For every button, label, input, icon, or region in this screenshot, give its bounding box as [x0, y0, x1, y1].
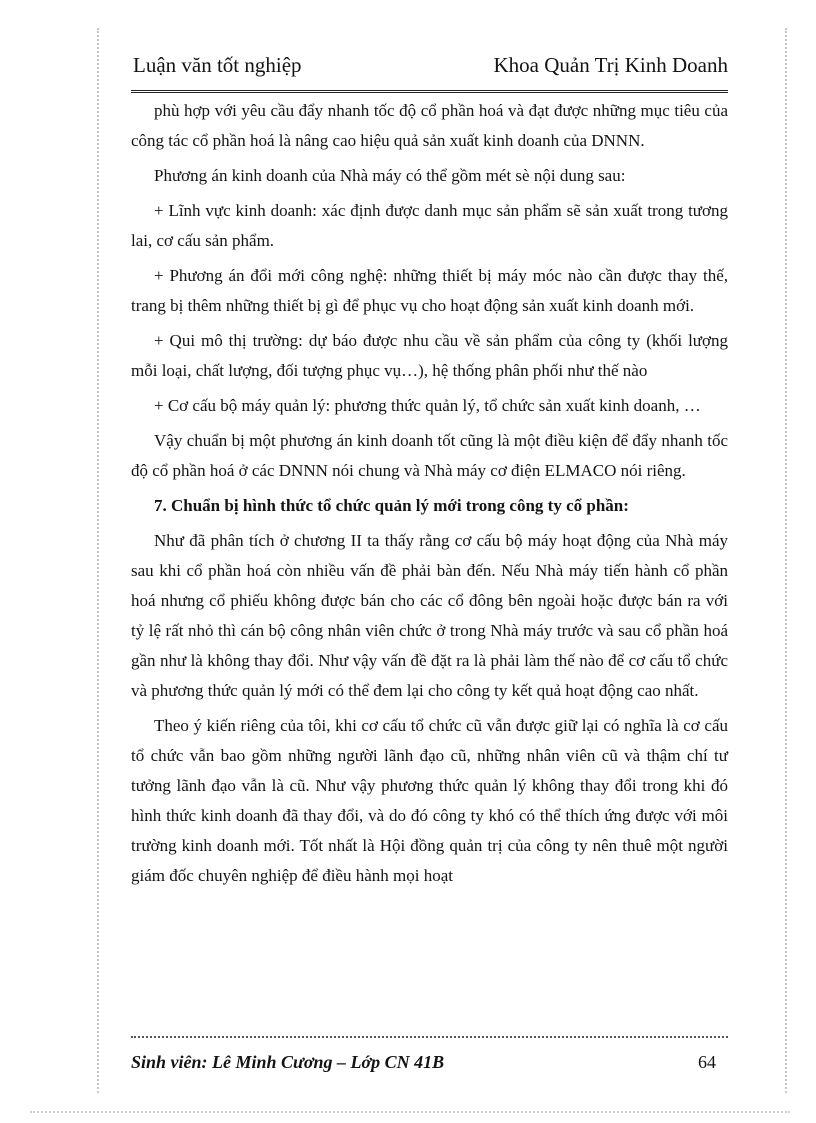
- section-heading-7: 7. Chuẩn bị hình thức tổ chức quản lý mới trong công ty cổ phần:: [154, 496, 629, 515]
- paragraph-opinion: Theo ý kiến riêng của tôi, khi cơ cấu tổ chức cũ vẫn được giữ lại có nghĩa là cơ cấu tổ chức vẫn bao gồm những người lãnh đạo cũ, những nhân viên cũ và thậm chí tư tưởng lãnh đạo vẫn là cũ. Như vậy phương thức quản lý không thay đổi trong khi đó hình thức kinh doanh đã thay đổi, và do đó công ty khó có thể thích ứng được với môi trường kinh doanh mới. Tốt nhất là Hội đồng quản trị của công ty nên thuê một người giám đốc chuyên nghiệp để điều hành mọi hoạt: [131, 716, 728, 885]
- paragraph-conclusion: Vậy chuẩn bị một phương án kinh doanh tốt cũng là một điều kiện để đẩy nhanh tốc độ cổ phần hoá ở các DNNN nói chung và Nhà máy cơ điện ELMACO nói riêng.: [131, 431, 728, 480]
- paragraph-continuation: phù hợp với yêu cầu đẩy nhanh tốc độ cổ phần hoá và đạt được những mục tiêu của công tác cổ phần hoá là nâng cao hiệu quả sản xuất kinh doanh của DNNN.: [131, 101, 728, 150]
- list-item-market-scale: + Qui mô thị trường: dự báo được nhu cầu về sản phẩm của công ty (khối lượng mỗi loại, chất lượng, đối tượng phục vụ…), hệ thống phân phối như thế nào: [131, 331, 728, 380]
- document-body: [131, 96, 728, 896]
- footer-divider: [131, 1036, 728, 1038]
- paragraph-analysis: Như đã phân tích ở chương II ta thấy rằng cơ cấu bộ máy hoạt động của Nhà máy sau khi cổ phần hoá còn nhiều vấn đề phải bàn đến. Nếu Nhà máy tiến hành cổ phần hoá nhưng cổ phiếu không được bán cho các cổ đông bên ngoài hoặc được bán ra với tỷ lệ rất nhỏ thì cán bộ công nhân viên chức ở trong Nhà máy trước và sau cổ phần hoá gần như là không thay đổi. Như vậy vấn đề đặt ra là phải làm thế nào để cơ cấu tổ chức và phương thức quản lý mới có thể đem lại cho công ty kết quả hoạt động cao nhất.: [131, 531, 728, 700]
- bottom-border: [30, 1111, 790, 1113]
- list-item-management-structure: + Cơ cấu bộ máy quản lý: phương thức quản lý, tổ chức sản xuất kinh doanh, …: [154, 396, 701, 415]
- paragraph-plan-intro: Phương án kinh doanh của Nhà máy có thể gồm mét sè nội dung sau:: [154, 166, 626, 185]
- header-thesis-title: Luận văn tốt nghiệp: [133, 53, 302, 77]
- footer-student: Sinh viên: Lê Minh Cương – Lớp CN 41B: [131, 1052, 445, 1072]
- page-header: [131, 50, 728, 93]
- page-number: 64: [698, 1052, 716, 1072]
- header-faculty: Khoa Quản Trị Kinh Doanh: [493, 53, 728, 77]
- list-item-technology: + Phương án đổi mới công nghệ: những thiết bị máy móc nào cần được thay thế, trang bị thêm những thiết bị gì để phục vụ cho hoạt động sản xuất kinh doanh mới.: [131, 266, 728, 315]
- list-item-business-field: + Lĩnh vực kinh doanh: xác định được danh mục sản phẩm sẽ sản xuất trong tương lai, cơ cấu sản phẩm.: [131, 201, 728, 250]
